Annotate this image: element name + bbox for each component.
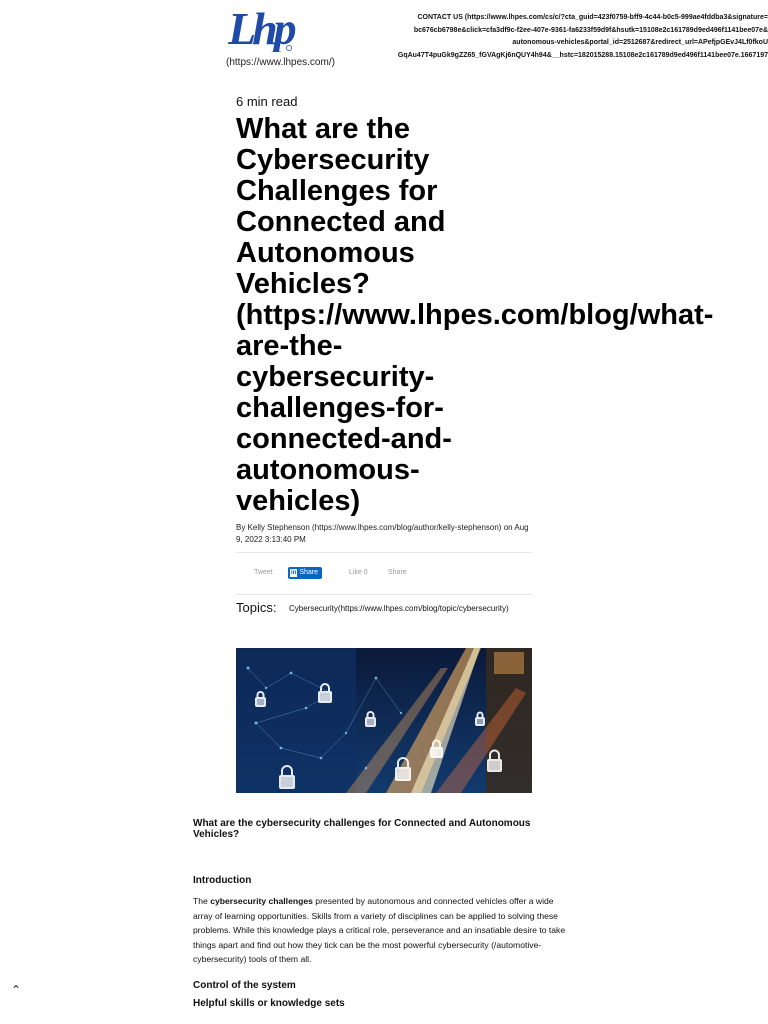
helpful-skills-heading: Helpful skills or knowledge sets	[193, 998, 345, 1009]
title-line: Connected and	[236, 206, 446, 238]
control-heading: Control of the system	[193, 980, 296, 991]
hero-image	[236, 648, 532, 793]
contact-us-link[interactable]	[340, 12, 768, 62]
intro-pre: The	[193, 896, 211, 906]
logo-url-link[interactable]: (https://www.lhpes.com/)	[226, 57, 335, 68]
title-line: cybersecurity-	[236, 361, 435, 393]
social-share-bar	[236, 566, 532, 582]
article-body	[193, 818, 573, 840]
facebook-share-button[interactable]: Share	[388, 569, 407, 576]
title-line: connected-and-	[236, 423, 452, 455]
read-time: 6 min read	[236, 94, 298, 109]
chevron-up-icon: ⌃	[10, 983, 22, 997]
title-line: Cybersecurity	[236, 144, 430, 176]
topics-label: Topics:	[236, 600, 277, 615]
title-line: Autonomous	[236, 237, 415, 269]
topic-link-cybersecurity[interactable]: Cybersecurity(https://www.lhpes.com/blog/topic/cybersecurity)	[289, 604, 509, 613]
title-line: vehicles)	[236, 485, 361, 517]
linkedin-icon: in	[291, 570, 297, 576]
intro-bold-term: cybersecurity challenges	[210, 896, 313, 906]
divider	[236, 552, 532, 553]
lhp-logo[interactable]	[228, 6, 308, 52]
tweet-button[interactable]: Tweet	[254, 569, 273, 576]
linkedin-share-button[interactable]	[288, 567, 322, 579]
title-line: What are the	[236, 113, 411, 145]
article-title	[236, 114, 756, 517]
title-line: (https://www.lhpes.com/blog/what-	[236, 299, 714, 331]
facebook-like-button[interactable]: Like 0	[349, 569, 368, 576]
divider	[236, 594, 532, 595]
title-line: are-the-	[236, 330, 343, 362]
logo-text: Lhp	[228, 6, 293, 52]
contact-line: bc676cb6798e&click=cfa3df9c-f2ee-407e-9361-fa6233f59d9f&hsutk=15108e2c161789d9ed496f1141bee07e&	[413, 26, 768, 34]
linkedin-share-label: Share	[299, 569, 319, 576]
scroll-to-top-button[interactable]	[8, 982, 24, 998]
title-line: challenges-for-	[236, 392, 444, 424]
introduction-heading: Introduction	[193, 875, 252, 886]
question-heading: What are the cybersecurity challenges for Connected and Autonomous Vehicles?	[193, 818, 531, 840]
byline: By Kelly Stephenson (https://www.lhpes.com/blog/author/kelly-stephenson) on Aug 9, 2022 3:13:40 PM	[236, 523, 529, 544]
title-line: Vehicles?	[236, 268, 370, 300]
contact-line: autonomous-vehicles&portal_id=2512687&redirect_url=APefjpGEvJ4Lf0fkoU	[512, 39, 768, 46]
title-line: autonomous-	[236, 454, 420, 486]
intro-paragraph	[193, 894, 568, 967]
intro-rest: presented by autonomous and connected vehicles offer a wide array of learning opportunities. Skills from a variety of disciplines can be applied to solving these problems. While this knowledge plays a critical role, perseverance and an insatiable desire to take things apart and find out how they tick can be the most powerful cybersecurity (/automotive-cybersecurity) tools of them all.	[193, 896, 566, 965]
contact-line: CONTACT US (https://www.lhpes.com/cs/c/?cta_guid=423f0759-bff9-4c44-b0c5-999ae4fddba3&signature=	[417, 14, 768, 21]
title-line: Challenges for	[236, 175, 438, 207]
lhp-logo-icon	[228, 6, 308, 52]
contact-line: GqAu47T4puGk9gZZ65_fGVAgKj6nQUY4h94&__hstc=182015288.15108e2c161789d9ed496f1141bee07e.1667197	[397, 51, 768, 59]
article-title-link[interactable]	[236, 114, 756, 517]
